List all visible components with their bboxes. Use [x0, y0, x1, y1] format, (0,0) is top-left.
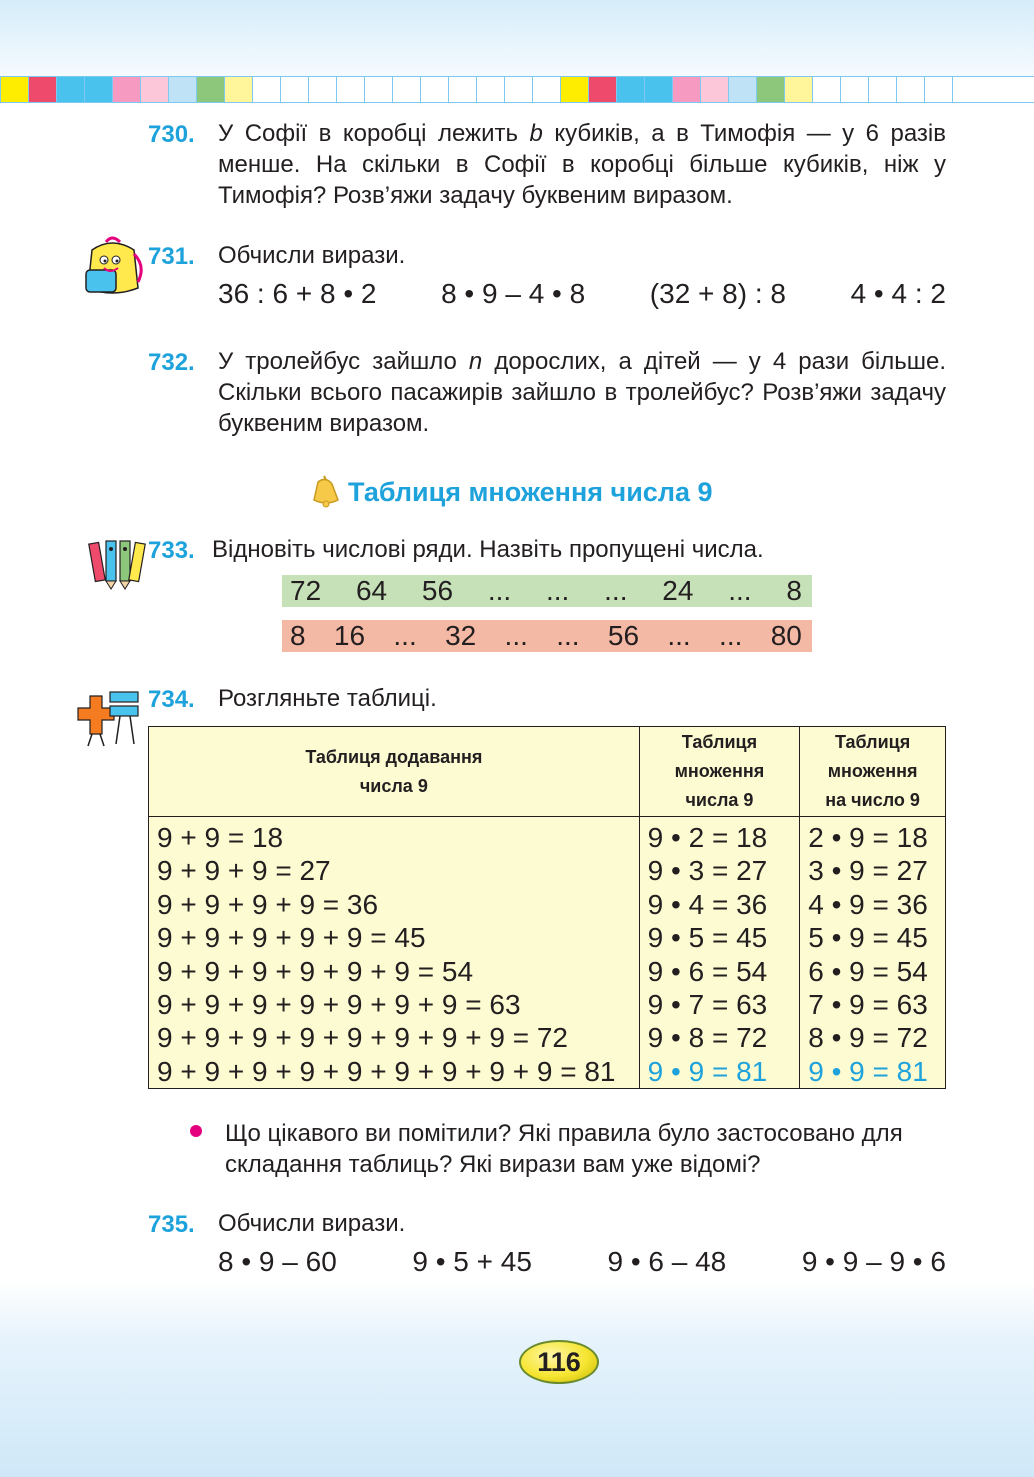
table-line: 8 • 9 = 72 — [808, 1022, 928, 1054]
strip-cell — [224, 76, 253, 103]
variable-b: b — [529, 120, 543, 147]
task-734-number: 734. — [148, 686, 195, 713]
mult-by-9-column — [800, 817, 946, 1089]
strip-cell — [196, 76, 225, 103]
series-value: 8 — [786, 575, 802, 606]
backpack-mascot-icon — [76, 236, 148, 300]
series-value: ... — [667, 620, 691, 651]
pencils-mascot-icon — [86, 535, 148, 593]
expression: (32 + 8) : 8 — [649, 278, 786, 309]
strip-cell — [84, 76, 113, 103]
question-text: Що цікавого ви помітили? Які правила було застосовано для складання таблиць? Які вирази вам уже відомі? — [225, 1120, 903, 1178]
expression: 4 • 4 : 2 — [850, 278, 946, 309]
series-value: 8 — [290, 620, 306, 651]
strip-cell — [588, 76, 617, 103]
bullet-icon — [190, 1125, 202, 1137]
strip-cell — [616, 76, 645, 103]
number-series-row-2 — [282, 620, 812, 652]
series-value: ... — [728, 575, 752, 606]
mult-of-9-column — [639, 817, 800, 1089]
addition-column — [149, 817, 640, 1089]
strip-cell — [560, 76, 589, 103]
series-value: 24 — [662, 575, 694, 606]
strip-cell — [392, 76, 421, 103]
strip-tail — [980, 76, 1034, 103]
table-line: 9 • 9 = 81 — [808, 1055, 928, 1087]
table-line: 9 • 4 = 36 — [647, 888, 768, 920]
header-mult-by-9: Таблиця множення на число 9 — [800, 727, 946, 817]
strip-cell — [812, 76, 841, 103]
table-line: 9 • 7 = 63 — [647, 988, 768, 1020]
strip-cell — [700, 76, 729, 103]
series-value: 80 — [770, 620, 802, 651]
math-signs-mascot-icon — [72, 686, 144, 750]
table-line: 9 • 3 = 27 — [647, 855, 768, 887]
table-line: 9 + 9 + 9 = 27 — [157, 855, 331, 887]
expression: 9 • 6 – 48 — [607, 1246, 727, 1277]
task-733-number: 733. — [148, 537, 195, 564]
strip-cell — [308, 76, 337, 103]
task-731-expressions — [218, 278, 946, 310]
table-line: 9 + 9 + 9 + 9 + 9 + 9 + 9 + 9 + 9 = 81 — [157, 1055, 616, 1087]
number-series-row-1 — [282, 575, 812, 607]
series-value: ... — [393, 620, 417, 651]
table-line: 2 • 9 = 18 — [808, 822, 928, 853]
strip-cell — [476, 76, 505, 103]
series-value: 56 — [607, 620, 640, 651]
strip-cell — [644, 76, 673, 103]
expression: 9 • 5 + 45 — [412, 1246, 532, 1277]
strip-cell — [280, 76, 309, 103]
table-line: 9 • 8 = 72 — [647, 1022, 768, 1054]
table-line: 9 + 9 + 9 + 9 + 9 = 45 — [157, 922, 426, 954]
strip-cell — [672, 76, 701, 103]
header-mult-of-9: Таблиця множення числа 9 — [639, 727, 800, 817]
strip-cell — [784, 76, 813, 103]
series-value: ... — [487, 575, 512, 606]
strip-cell — [252, 76, 281, 103]
strip-cell — [924, 76, 953, 103]
series-value: 64 — [355, 575, 388, 606]
table-line: 9 • 6 = 54 — [647, 955, 768, 987]
table-line: 7 • 9 = 63 — [808, 988, 928, 1020]
series-value: ... — [604, 575, 628, 606]
strip-cell — [868, 76, 897, 103]
header-color-strip — [0, 76, 1034, 103]
strip-cell — [168, 76, 197, 103]
strip-cell — [28, 76, 57, 103]
table-line: 9 + 9 + 9 + 9 + 9 + 9 + 9 + 9 = 72 — [157, 1022, 569, 1054]
table-line: 9 + 9 + 9 + 9 = 36 — [157, 888, 379, 920]
strip-cell — [336, 76, 365, 103]
task-735-number: 735. — [148, 1211, 195, 1238]
series-value: ... — [719, 620, 743, 651]
table-line: 9 • 2 = 18 — [647, 822, 768, 853]
strip-cell — [896, 76, 925, 103]
page-number: 116 — [519, 1340, 599, 1384]
expression: 36 : 6 + 8 • 2 — [218, 278, 377, 309]
task-735-text: Обчисли вирази. — [218, 1210, 406, 1237]
strip-cell — [952, 76, 981, 103]
table-line: 9 • 5 = 45 — [647, 922, 768, 954]
series-value: ... — [546, 575, 570, 606]
expression: 8 • 9 – 4 • 8 — [441, 278, 586, 309]
expression: 9 • 9 – 9 • 6 — [801, 1246, 946, 1277]
table-line: 9 + 9 + 9 + 9 + 9 + 9 = 54 — [157, 955, 474, 987]
series-value: 56 — [421, 575, 454, 606]
header-addition: Таблиця додавання числа 9 — [149, 727, 640, 817]
table-line: 9 • 9 = 81 — [647, 1055, 768, 1087]
strip-cell — [756, 76, 785, 103]
series-value: 72 — [290, 575, 322, 606]
table-line: 4 • 9 = 36 — [808, 888, 928, 920]
task-732-text: У тролейбус зайшло n дорослих, а дітей — у 4 рази більше. Скільки всього пасажирів зайшло в тролейбус? Розв’яжи задачу буквеним виразом. — [218, 348, 947, 437]
series-value: ... — [556, 620, 580, 651]
task-734-text: Розгляньте таблиці. — [218, 685, 437, 712]
variable-n: n — [468, 348, 483, 375]
table-line: 6 • 9 = 54 — [808, 955, 928, 987]
task-735-expressions — [218, 1246, 946, 1278]
strip-cell — [420, 76, 449, 103]
expression: 8 • 9 – 60 — [218, 1246, 337, 1277]
task-733-text: Відновіть числові ряди. Назвіть пропущені числа. — [212, 536, 764, 563]
strip-cell — [0, 76, 29, 103]
strip-cell — [728, 76, 757, 103]
table-line: 3 • 9 = 27 — [808, 855, 928, 887]
multiplication-table — [148, 726, 946, 1089]
strip-cell — [56, 76, 85, 103]
strip-cell — [112, 76, 141, 103]
strip-cell — [448, 76, 477, 103]
task-731-text: Обчисли вирази. — [218, 242, 406, 269]
series-value: ... — [504, 620, 528, 651]
task-730-number: 730. — [148, 121, 195, 148]
series-value: 16 — [333, 620, 366, 651]
strip-cell — [364, 76, 393, 103]
task-730-text: У Софії в коробці лежить b кубиків, а в Тимофія — у 6 разів менше. На скільки в Софії в коробці більше кубиків, ніж у Тимофія? Розв’яжи задачу буквеним виразом. — [218, 120, 946, 209]
task-731-number: 731. — [148, 243, 195, 270]
section-title: Таблиця множення числа 9 — [310, 474, 713, 510]
strip-cell — [140, 76, 169, 103]
series-value: 32 — [445, 620, 477, 651]
task-732-number: 732. — [148, 349, 195, 376]
table-line: 9 + 9 + 9 + 9 + 9 + 9 + 9 = 63 — [157, 988, 521, 1020]
table-line: 9 + 9 = 18 — [157, 822, 284, 853]
bell-icon — [310, 474, 342, 510]
strip-cell — [840, 76, 869, 103]
strip-cell — [532, 76, 561, 103]
strip-cell — [504, 76, 533, 103]
table-line: 5 • 9 = 45 — [808, 922, 928, 954]
